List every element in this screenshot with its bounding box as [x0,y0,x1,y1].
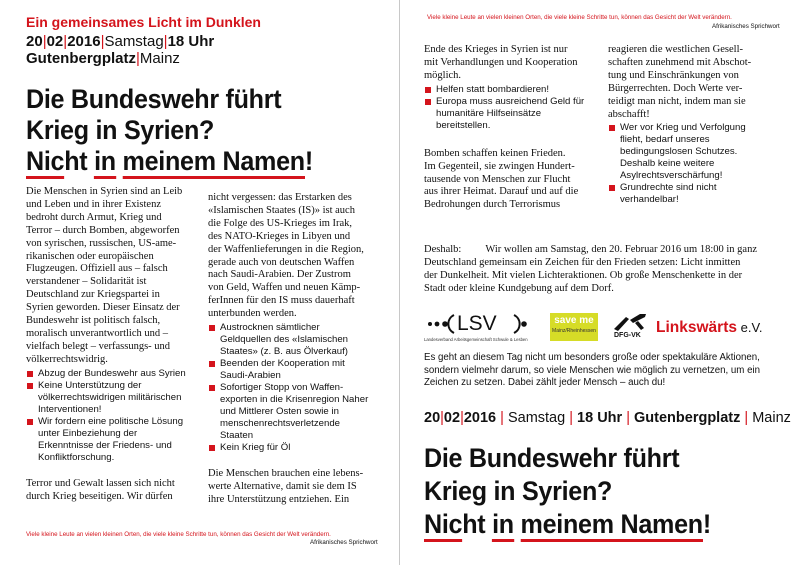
broken-rifle-icon [612,312,648,332]
right-col1-intro: Ende des Krieges in Syrien ist nur mit Verhandlungen und Kooperation möglich. [424,44,578,81]
deshalb-label: Deshalb: [424,244,462,255]
headline-line-3-text: ht [64,146,95,176]
left-col1-intro: Die Menschen in Syrien sind an Leib und Leben und in ihrer Existenz bedroht durch Armut, Krieg und Terror – durch Bomben, abgeworfen von syrischen, russischen, US-ame- rikanischen oder europäischen Flugzeugen. Offiziell aus – falsch verstandener – Solidarität ist Deutschland zur Kriegspartei in Syrien geworden. Dieser Einsatz der Bundeswehr ist politisch falsch, moralisch unverantwortlich und – vielfach belegt – verfassungs- und völkerrechtswidrig. [26,186,183,365]
event-date-line: 20|02|2016|Samstag|18 Uhr [26,33,215,50]
lsv-logo-text: LSV [457,312,497,335]
list-item: Abzug der Bundeswehr aus Syrien [26,368,206,380]
left-col1-outro: Terror und Gewalt lassen sich nicht durch Krieg beseitigen. Wir dürfen [26,477,175,502]
headline-line-1: Die Bundeswehr führt [26,84,282,114]
right-headline-line-3: Nicht in meinem Namen! [424,509,711,540]
list-item: Wir fordern eine politische Lösung unter Einbeziehung der Erkenntnisse der Friedens- und Konfliktforschung. [26,416,206,464]
right-column-2 [608,44,788,206]
list-item: Europa muss ausreichend Geld für humanitäre Hilfseinsätze bereitstellen. [424,96,604,132]
right-headline-line-2: Krieg in Syrien? [424,476,613,506]
deshalb-paragraph: Deshalb: Wir wollen am Samstag, den 20. Februar 2016 um 18:00 in ganz Deutschland gemeinsam ein Zeichen für den Frieden setzen: Licht inmitten der Dunkelheit. Mit vielen Lichteraktionen. Ob große Menschenkette in der Stadt oder kleine Kundgebung auf dem Dorf. [424,244,757,294]
linkswaerts-logo: Linkswärts e.V. [656,319,763,336]
left-column-2 [208,192,388,507]
right-headline-line-1: Die Bundeswehr führt [424,443,680,473]
event-place-line: Gutenbergplatz|Mainz [26,50,180,67]
list-item: Austrocknen sämtlicher Geldquellen des «Islamischen Staates» (z. B. aus Ölverkauf) [208,322,388,358]
right-event-date-line: 20|02|2016 | Samstag | 18 Uhr | Gutenbergplatz | Mainz [424,410,791,426]
list-item: Grundrechte sind nicht verhandelbar! [608,182,788,206]
right-column-1 [424,44,604,212]
left-footer-quote: Viele kleine Leute an vielen kleinen Orten, die viele kleine Schritte tun, können das Gesicht der Welt verändern. [26,531,331,538]
list-item: Keine Unterstützung der völkerrechtswidrigen militärischen Interventionen! [26,380,206,416]
left-column-1 [26,186,206,504]
right-col2-intro: reagieren die westlichen Gesell- schaften zunehmend mit Abschot- tung und Einschränkungen von Bürgerrechten. Doch Werte ver- teidigt man nicht, indem man sie abschafft! [608,44,752,120]
right-col1-outro: Bomben schaffen keinen Frieden. Im Gegenteil, sie zwingen Hundert- tausende von Menschen zur Flucht aus ihrer Heimat. Darauf und auf die Bedrohungen durch Terrorismus [424,147,579,211]
headline-line-3: Nicht in meinem Namen! [26,146,313,177]
right-top-source: Afrikanisches Sprichwort [712,23,780,30]
sponsor-logos [424,312,764,342]
fold-line [399,0,400,565]
info-paragraph: Es geht an diesem Tag nicht um besonders große oder spektakuläre Aktionen, sondern vielmehr darum, so viele Menschen wie möglich zu vernetzen, um ein Zeichen zu setzen. Dabei zählt jeder Mensch – auch du! [424,352,760,389]
right-top-quote: Viele kleine Leute an vielen kleinen Orten, die viele kleine Schritte tun, können das Gesicht der Welt verändern. [427,14,732,21]
dfg-vk-logo: DFG-VK [612,312,648,342]
save-me-logo: save me Mainz/Rheinhessen [550,313,598,341]
list-item: Beenden der Kooperation mit Saudi-Arabien [208,358,388,382]
lsv-logo [424,312,536,342]
list-item: Sofortiger Stopp von Waffen- exporten in die Krisenregion Naher und Mittlerer Osten sowie in menschenrechtsverletzende Staaten [208,382,388,442]
event-subtitle: Ein gemeinsames Licht im Dunklen [26,14,261,30]
headline-line-2: Krieg in Syrien? [26,115,215,145]
list-item: Kein Krieg für Öl [208,442,388,454]
left-col2-outro: Die Menschen brauchen eine lebens- werte Alternative, damit sie dem IS ihre Unterstützung entziehen. Ein [208,468,364,505]
list-item: Wer vor Krieg und Verfolgung flieht, bedarf unseres bedingungslosen Schutzes. Deshalb keine weitere Asylrechtsverschärfung! [608,122,788,182]
list-item: Helfen statt bombardieren! [424,84,604,96]
lsv-logo-subtext: Landesverband Arbeitsgemeinschaft Schwule & Lesben [424,337,528,342]
left-col2-intro: nicht vergessen: das Erstarken des «Islamischen Staates (IS)» ist auch die Folge des US-Krieges im Irak, des NATO-Krieges in Libyen und der Waffenlieferungen in die Region, gerade auch von deutschen Waffen nach Saudi-Arabien. Der Zustrom von Geld, Waffen und neuen Kämp- ferInnen für den IS muss dauerhaft unterbunden werden. [208,192,364,320]
left-footer-source: Afrikanisches Sprichwort [310,539,378,546]
